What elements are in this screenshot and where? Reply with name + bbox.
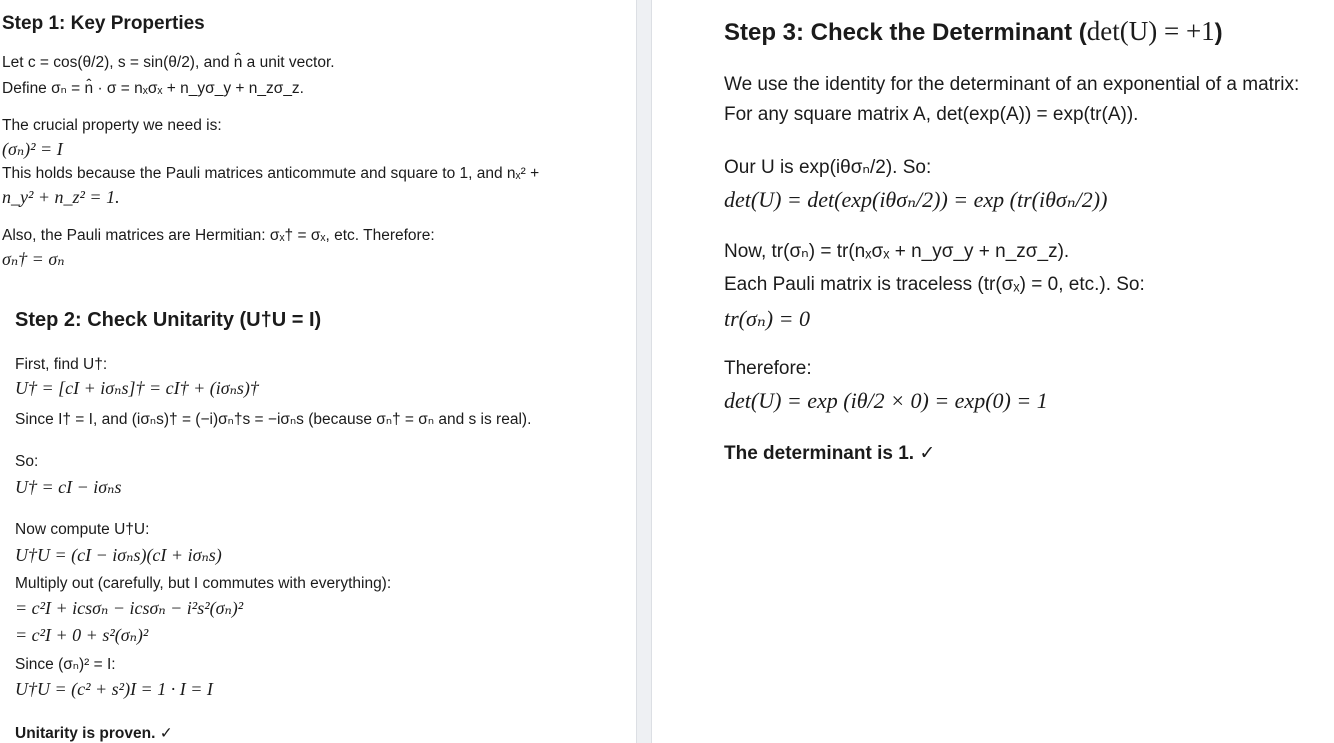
step3-heading-text: Step 3: Check the Determinant ( (724, 19, 1087, 46)
step2-line-5: U† = cI − iσₙs (15, 477, 122, 497)
step3-line-9: det(U) = exp (iθ/2 × 0) = exp(0) = 1 (724, 388, 1048, 413)
step3-heading-math: det(U) = +1 (1086, 16, 1215, 46)
left-pane (0, 0, 636, 743)
step1-line-1: Let c = cos(θ/2), s = sin(θ/2), and n̂ a unit vector. (2, 54, 335, 71)
step2-line-3: Since I† = I, and (iσₙs)† = (−i)σₙ†s = −iσₙs (because σₙ† = σₙ and s is real). (15, 411, 532, 428)
step2-line-7: U†U = (cI − iσₙs)(cI + iσₙs) (15, 545, 222, 565)
step2-line-8: Multiply out (carefully, but I commutes with everything): (15, 575, 392, 592)
step1-line-6: n_y² + n_z² = 1. (2, 187, 120, 207)
step3-heading-close: ) (1214, 19, 1223, 46)
step2-line-4: So: (15, 453, 39, 470)
step2-line-6: Now compute U†U: (15, 521, 150, 538)
step2-line-10: = c²I + 0 + s²(σₙ)² (15, 625, 149, 645)
step1-line-2: Define σₙ = n̂ · σ = nₓσₓ + n_yσ_y + n_zσ_z. (2, 80, 304, 97)
step3-line-6: Each Pauli matrix is traceless (tr(σₓ) = 0, etc.). So: (724, 274, 1145, 295)
step3-line-7: tr(σₙ) = 0 (724, 306, 810, 331)
step3-line-3: Our U is exp(iθσₙ/2). So: (724, 157, 932, 178)
step1-line-5: This holds because the Pauli matrices anticommute and square to 1, and nₓ² + (2, 165, 540, 182)
step1-line-4: (σₙ)² = I (2, 139, 63, 159)
step1-line-3: The crucial property we need is: (2, 117, 222, 134)
pane-divider[interactable] (636, 0, 652, 743)
step2-line-9: = c²I + icsσₙ − icsσₙ − i²s²(σₙ)² (15, 598, 244, 618)
step2-heading: Step 2: Check Unitarity (U†U = I) (15, 309, 322, 331)
step2-line-1: First, find U†: (15, 356, 108, 373)
step3-line-5: Now, tr(σₙ) = tr(nₓσₓ + n_yσ_y + n_zσ_z). (724, 241, 1070, 262)
step3-line-1: We use the identity for the determinant of an exponential of a matrix: (724, 74, 1300, 95)
step1-line-7: Also, the Pauli matrices are Hermitian: σₓ† = σₓ, etc. Therefore: (2, 227, 435, 244)
step3-line-2: For any square matrix A, det(exp(A)) = exp(tr(A)). (724, 104, 1139, 125)
step3-heading (724, 16, 1223, 47)
right-pane (652, 0, 1334, 743)
step2-conclusion: Unitarity is proven. ✓ (15, 725, 173, 742)
step1-heading: Step 1: Key Properties (2, 13, 205, 34)
step3-line-4: det(U) = det(exp(iθσₙ/2)) = exp (tr(iθσₙ/2)) (724, 187, 1108, 212)
step3-line-8: Therefore: (724, 358, 812, 379)
step3-conclusion: The determinant is 1. ✓ (724, 443, 936, 464)
step2-line-2: U† = [cI + iσₙs]† = cI† + (iσₙs)† (15, 378, 259, 398)
step2-line-11: Since (σₙ)² = I: (15, 656, 116, 673)
step1-line-8: σₙ† = σₙ (2, 249, 65, 269)
step2-line-12: U†U = (c² + s²)I = 1 · I = I (15, 679, 213, 699)
